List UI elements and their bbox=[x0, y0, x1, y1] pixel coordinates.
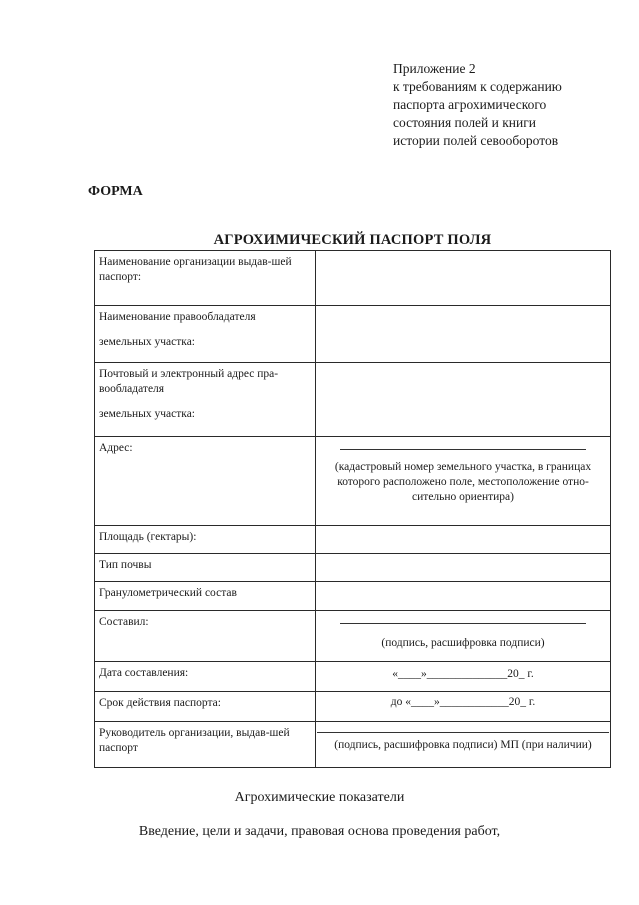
passport-table bbox=[94, 250, 611, 768]
granulo-label: Гранулометрический состав bbox=[99, 587, 237, 599]
head-note: (подпись, расшифровка подписи) МП (при наличии) bbox=[334, 739, 592, 751]
table-row bbox=[95, 611, 611, 662]
table-row bbox=[95, 722, 611, 768]
head-label-cell bbox=[95, 722, 316, 768]
annex-line-2: к требованиям к содержанию bbox=[393, 79, 562, 94]
table-row bbox=[95, 437, 611, 526]
validity-label: Срок действия паспорта: bbox=[99, 697, 221, 709]
holder-label-cell bbox=[95, 306, 316, 363]
holder-label-line-1: Наименование правообладателя bbox=[99, 311, 256, 323]
table-row bbox=[95, 306, 611, 363]
validity-value-cell[interactable] bbox=[316, 692, 611, 722]
form-label: ФОРМА bbox=[88, 184, 143, 199]
intro-text: Введение, цели и задачи, правовая основа проведения работ, bbox=[138, 824, 501, 839]
table-row bbox=[95, 662, 611, 692]
validity-value: до «____»____________20_ г. bbox=[390, 696, 536, 708]
table-row bbox=[95, 526, 611, 554]
date-label: Дата составления: bbox=[99, 667, 189, 679]
date-label-cell bbox=[95, 662, 316, 692]
compiled-label-cell bbox=[95, 611, 316, 662]
org-label: Наименование организации выдав-шей паспорт: bbox=[99, 256, 292, 283]
area-label: Площадь (гектары): bbox=[99, 531, 197, 543]
table-row bbox=[95, 692, 611, 722]
org-value-cell[interactable] bbox=[316, 251, 611, 306]
date-value: «____»______________20_ г. bbox=[392, 668, 534, 680]
soil-value-cell[interactable] bbox=[316, 554, 611, 582]
postal-label-line-2: земельных участка: bbox=[99, 408, 195, 420]
annex-line-5: истории полей севооборотов bbox=[393, 133, 559, 148]
soil-label-cell bbox=[95, 554, 316, 582]
annex-line-4: состояния полей и книги bbox=[393, 115, 537, 130]
validity-label-cell bbox=[95, 692, 316, 722]
area-label-cell bbox=[95, 526, 316, 554]
annex-line-1: Приложение 2 bbox=[393, 61, 476, 76]
postal-label-line-1: Почтовый и электронный адрес пра-вообладателя bbox=[99, 368, 279, 395]
compiled-note: (подпись, расшифровка подписи) bbox=[381, 637, 545, 649]
postal-value-cell[interactable] bbox=[316, 363, 611, 437]
compiled-label: Составил: bbox=[99, 616, 149, 628]
annex-header bbox=[393, 60, 623, 150]
table-row bbox=[95, 554, 611, 582]
table-row bbox=[95, 582, 611, 611]
compiled-value-cell[interactable] bbox=[316, 611, 611, 662]
annex-line-3: паспорта агрохимического bbox=[393, 97, 547, 112]
table-row bbox=[95, 251, 611, 306]
address-label-cell bbox=[95, 437, 316, 526]
postal-label-cell bbox=[95, 363, 316, 437]
table-row bbox=[95, 363, 611, 437]
head-label: Руководитель организации, выдав-шей паспорт bbox=[99, 727, 290, 754]
section-heading: Агрохимические показатели bbox=[234, 790, 405, 805]
granulo-value-cell[interactable] bbox=[316, 582, 611, 611]
address-note: (кадастровый номер земельного участка, в границах которого расположено поле, местоположение отно-сительно ориентира) bbox=[334, 461, 592, 503]
holder-value-cell[interactable] bbox=[316, 306, 611, 363]
area-value-cell[interactable] bbox=[316, 526, 611, 554]
soil-label: Тип почвы bbox=[99, 559, 152, 571]
org-label-cell bbox=[95, 251, 316, 306]
holder-label-line-2: земельных участка: bbox=[99, 336, 195, 348]
address-value-cell[interactable] bbox=[316, 437, 611, 526]
date-value-cell[interactable] bbox=[316, 662, 611, 692]
granulo-label-cell bbox=[95, 582, 316, 611]
address-label: Адрес: bbox=[99, 442, 133, 454]
head-value-cell[interactable] bbox=[316, 722, 611, 768]
document-title: АГРОХИМИЧЕСКИЙ ПАСПОРТ ПОЛЯ bbox=[213, 232, 492, 248]
